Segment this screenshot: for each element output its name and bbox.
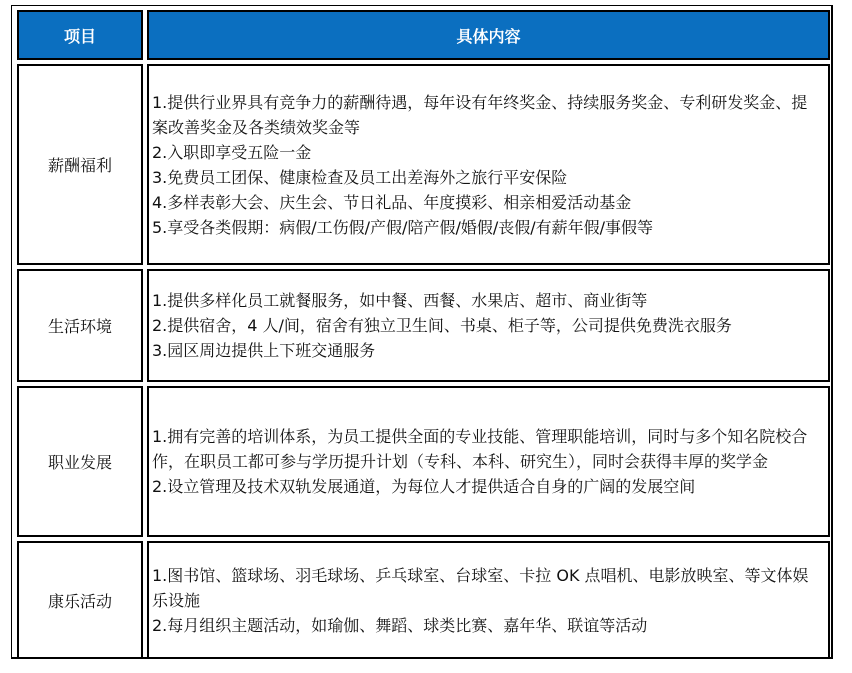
header-content-label: 具体内容 [456,26,521,46]
row-label: 生活环境 [47,317,112,336]
content-item: 2.设立管理及技术双轨发展通道，为每位人才提供适合自身的广阔的发展空间 [152,477,696,496]
row-label-cell [17,386,143,537]
row-content-cell [147,64,830,265]
content-item: 2.每月组织主题活动，如瑜伽、舞蹈、球类比赛、嘉年华、联谊等活动 [152,615,648,635]
header-item-label: 项目 [63,26,96,46]
header-content-cell [147,10,830,60]
content-item: 3.园区周边提供上下班交通服务 [152,341,376,360]
row-content-cell [147,269,830,382]
row-label-cell [17,541,143,659]
content-item: 1.提供多样化员工就餐服务，如中餐、西餐、水果店、超市、商业街等 [152,291,648,310]
row-label: 职业发展 [47,453,112,472]
row-label: 康乐活动 [47,591,112,611]
row-label-cell [17,64,143,265]
content-item: 5.享受各类假期：病假/工伤假/产假/陪产假/婚假/丧假/有薪年假/事假等 [152,217,654,237]
row-label: 薪酬福利 [47,156,112,175]
row-content-cell [147,541,830,659]
content-item: 3.免费员工团保、健康检查及员工出差海外之旅行平安保险 [152,167,568,187]
content-item: 4.多样表彰大会、庆生会、节日礼品、年度摸彩、相亲相爱活动基金 [152,192,632,212]
content-item: 1.拥有完善的培训体系，为员工提供全面的专业技能、管理职能培训，同时与多个知名院校合作，在职员工都可参与学历提升计划（专科、本科、研究生），同时会获得丰厚的奖学金 [152,427,808,471]
header-item-cell [17,10,143,60]
content-item: 1.提供行业界具有竞争力的薪酬待遇，每年设有年终奖金、持续服务奖金、专利研发奖金、提案改善奖金及各类绩效奖金等 [152,92,808,137]
content-item: 2.提供宿舍，4 人/间，宿舍有独立卫生间、书桌、柜子等，公司提供免费洗衣服务 [152,316,732,335]
row-label-cell [17,269,143,382]
content-item: 1.图书馆、篮球场、羽毛球场、乒乓球室、台球室、卡拉 OK 点唱机、电影放映室、等文体娱乐设施 [152,565,809,610]
row-content-cell [147,386,830,537]
content-item: 2.入职即享受五险一金 [152,142,312,162]
